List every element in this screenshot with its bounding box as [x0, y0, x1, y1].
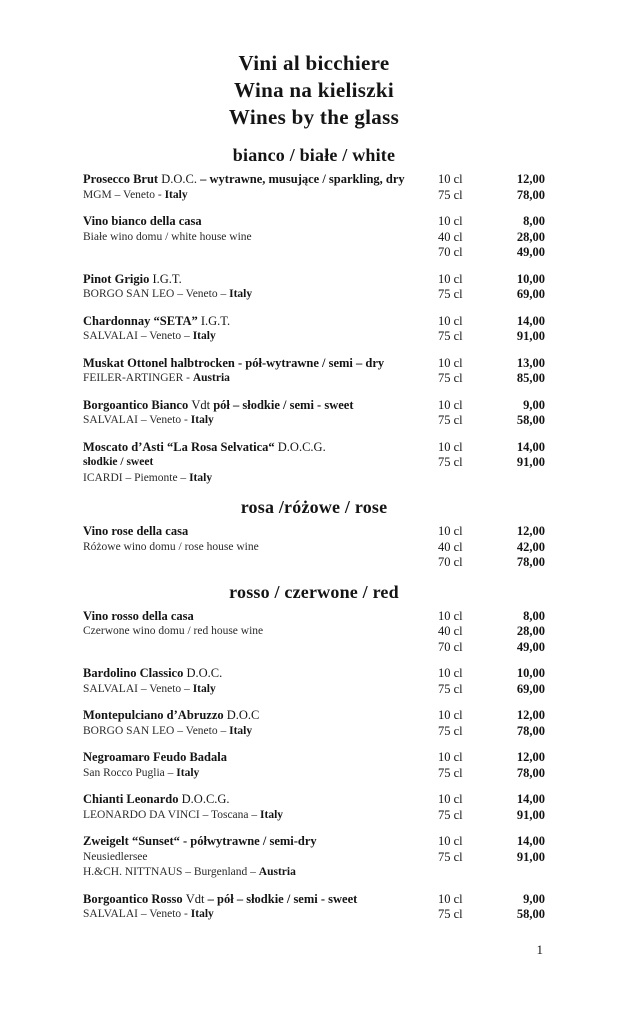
serving-size: 10 cl [438, 792, 463, 806]
serving-list [438, 666, 545, 697]
wine-subline-text: Italy [164, 188, 188, 201]
serving-size: 75 cl [438, 287, 463, 301]
wine-entry [83, 708, 545, 739]
wine-subline-text: LEONARDO DA VINCI – Toscana – [83, 808, 261, 821]
serving-row [438, 682, 545, 698]
serving-price: 10,00 [516, 271, 545, 286]
wine-info [83, 666, 438, 697]
serving-size: 75 cl [438, 807, 463, 822]
wine-entry [83, 609, 545, 656]
serving-row [438, 808, 545, 824]
serving-row [438, 188, 545, 204]
wine-title-text: Pinot Grigio [83, 271, 150, 286]
wine-subline [83, 766, 432, 782]
serving-row [438, 850, 545, 866]
wine-subline-text: FEILER-ARTINGER - [83, 372, 193, 384]
serving-size: 10 cl [438, 750, 463, 764]
menu-title-polish: Wina na kieliszki [234, 78, 394, 102]
serving-row [438, 524, 545, 540]
serving-size: 10 cl [438, 271, 463, 286]
wine-title [83, 834, 432, 850]
serving-list [438, 892, 545, 923]
serving-size: 40 cl [438, 624, 463, 638]
wine-subline-text: Różowe wino domu / rose house wine [83, 540, 259, 553]
serving-list [438, 834, 545, 865]
serving-price: 85,00 [516, 371, 545, 385]
wine-subline-text: Italy [190, 908, 214, 920]
wine-subline-text: Italy [192, 330, 216, 342]
wine-title-text: – pół – słodkie / semi - sweet [207, 891, 358, 906]
serving-size: 75 cl [438, 849, 463, 864]
wine-section [83, 582, 545, 923]
wine-title-text: Prosecco Brut [83, 172, 159, 186]
serving-row [438, 455, 545, 471]
serving-row [438, 766, 545, 782]
wine-title [83, 356, 432, 372]
wine-title-text: Vino bianco della casa [83, 214, 202, 228]
serving-price: 12,00 [516, 708, 545, 722]
wine-subline-text: Austria [258, 866, 296, 878]
serving-price: 8,00 [523, 608, 545, 623]
wine-info [83, 172, 438, 203]
serving-size: 40 cl [438, 229, 463, 244]
serving-price: 8,00 [523, 214, 545, 228]
wine-subline-text: Italy [189, 471, 213, 484]
wine-title [83, 398, 432, 414]
serving-size: 75 cl [438, 187, 463, 202]
wine-subline [83, 455, 432, 471]
serving-size: 10 cl [438, 834, 463, 848]
serving-size: 10 cl [438, 608, 463, 623]
wine-subline-text: Białe wino domu / white house wine [83, 230, 252, 243]
serving-list [438, 398, 545, 429]
serving-list [438, 750, 545, 781]
wine-title [83, 440, 432, 456]
wine-entry [83, 792, 545, 823]
wine-title [83, 214, 432, 230]
wine-subline [83, 329, 432, 345]
serving-row [438, 371, 545, 387]
serving-list [438, 440, 545, 471]
wine-subline-text: Italy [260, 808, 284, 821]
serving-row [438, 230, 545, 246]
serving-size: 40 cl [438, 539, 463, 554]
wine-subline [83, 808, 432, 824]
wine-title [83, 750, 432, 766]
serving-list [438, 272, 545, 303]
serving-price: 58,00 [516, 413, 545, 427]
serving-price: 42,00 [516, 539, 545, 554]
wine-subline-text: BORGO SAN LEO – Veneto – [83, 724, 230, 737]
wine-entry [83, 524, 545, 571]
serving-price: 14,00 [516, 439, 545, 454]
wine-title-text: Bardolino Classico [83, 666, 184, 680]
wine-entry [83, 834, 545, 881]
wine-info [83, 750, 438, 781]
serving-price: 14,00 [516, 313, 545, 328]
wine-subline-text: San Rocco Puglia – [83, 766, 177, 779]
serving-row [438, 609, 545, 625]
serving-row [438, 640, 545, 656]
serving-row [438, 356, 545, 372]
serving-size: 70 cl [438, 245, 463, 259]
serving-row [438, 708, 545, 724]
serving-size: 75 cl [438, 413, 463, 427]
serving-size: 10 cl [438, 313, 463, 328]
wine-subline-text: ICARDI – Piemonte – [83, 471, 190, 484]
wine-title [83, 609, 432, 625]
menu-sections [83, 145, 545, 923]
serving-list [438, 314, 545, 345]
serving-price: 91,00 [516, 849, 545, 864]
wine-title-text: Vino rosso della casa [83, 608, 194, 623]
serving-price: 69,00 [516, 681, 545, 696]
serving-row [438, 172, 545, 188]
menu-title-english: Wines by the glass [228, 105, 400, 129]
serving-row [438, 724, 545, 740]
serving-row [438, 272, 545, 288]
wine-entry [83, 398, 545, 429]
wine-title-text: I.G.T. [197, 313, 231, 328]
wine-title-text: Montepulciano d’Abruzzo [83, 708, 224, 722]
wine-subline-text: SALVALAI – Veneto - [83, 414, 191, 426]
menu-title-italian: Vini al bicchiere [238, 51, 390, 75]
wine-title [83, 708, 432, 724]
wine-title-text: Moscato d’Asti “La Rosa Selvatica“ [83, 439, 275, 454]
serving-size: 75 cl [438, 723, 463, 738]
wine-title-text: Borgoantico Bianco [83, 397, 192, 412]
wine-subline-text: Italy [229, 288, 253, 300]
wine-subline-text: słodkie / sweet [83, 456, 154, 468]
wine-info [83, 834, 438, 881]
serving-size: 10 cl [438, 524, 463, 538]
wine-subline [83, 907, 432, 923]
serving-price: 12,00 [516, 524, 545, 538]
wine-subline [83, 682, 432, 698]
wine-title-text: Vdt [185, 891, 208, 906]
wine-title-text: D.O.C. [183, 666, 223, 680]
wine-title-text: D.O.C.G. [274, 439, 326, 454]
wine-title-text: pół – słodkie / semi - sweet [213, 397, 354, 412]
wine-info [83, 356, 438, 387]
serving-price: 14,00 [516, 792, 545, 806]
serving-list [438, 524, 545, 571]
serving-row [438, 398, 545, 414]
wine-subline-text: SALVALAI – Veneto – [83, 682, 193, 695]
wine-title [83, 524, 432, 540]
serving-size: 75 cl [438, 681, 463, 696]
wine-title-text: Vino rose della casa [83, 524, 189, 538]
serving-size: 70 cl [438, 639, 463, 654]
wine-info [83, 440, 438, 487]
wine-subline [83, 287, 432, 303]
wine-title-text: Muskat Ottonel halbtrocken - pół-wytrawne / semi – dry [83, 355, 385, 370]
serving-price: 10,00 [516, 666, 545, 680]
serving-row [438, 834, 545, 850]
wine-section [83, 145, 545, 486]
wine-title [83, 666, 432, 682]
serving-price: 78,00 [516, 723, 545, 738]
wine-section [83, 497, 545, 571]
serving-size: 70 cl [438, 555, 463, 569]
wine-info [83, 314, 438, 345]
serving-list [438, 792, 545, 823]
serving-size: 10 cl [438, 172, 463, 186]
serving-size: 75 cl [438, 765, 463, 780]
section-heading: bianco / białe / white [232, 145, 396, 165]
section-heading: rosa /różowe / rose [240, 497, 388, 517]
serving-row [438, 792, 545, 808]
serving-price: 91,00 [516, 807, 545, 822]
menu-title-block [83, 50, 545, 131]
wine-subline-text: Czerwone wino domu / red house wine [83, 625, 264, 637]
wine-title [83, 272, 432, 288]
wine-entry [83, 892, 545, 923]
wine-info [83, 708, 438, 739]
serving-size: 10 cl [438, 439, 463, 454]
wine-info [83, 398, 438, 429]
wine-title [83, 314, 432, 330]
wine-title-text: – wytrawne, musujące / sparkling, dry [200, 172, 405, 186]
wine-info [83, 892, 438, 923]
wine-title-text: Zweigelt “Sunset“ - półwytrawne / semi-dry [83, 834, 317, 848]
serving-list [438, 172, 545, 203]
wine-subline-text: Italy [192, 682, 216, 695]
section-heading: rosso / czerwone / red [229, 581, 399, 602]
wine-subline [83, 724, 432, 740]
serving-size: 75 cl [438, 371, 463, 385]
serving-size: 10 cl [438, 666, 463, 680]
serving-row [438, 413, 545, 429]
wine-subline [83, 230, 432, 246]
serving-row [438, 666, 545, 682]
wine-info [83, 272, 438, 303]
serving-price: 49,00 [516, 639, 545, 654]
wine-title-text: D.O.C.G. [178, 792, 230, 806]
serving-price: 12,00 [516, 750, 545, 764]
serving-list [438, 214, 545, 261]
serving-size: 10 cl [438, 355, 463, 370]
serving-row [438, 624, 545, 640]
wine-entry [83, 172, 545, 203]
wine-subline [83, 471, 432, 487]
wine-subline [83, 624, 432, 640]
wine-info [83, 792, 438, 823]
wine-subline-text: Italy [176, 766, 200, 779]
serving-price: 58,00 [516, 907, 545, 921]
serving-price: 78,00 [516, 765, 545, 780]
serving-row [438, 314, 545, 330]
wine-title [83, 792, 432, 808]
serving-row [438, 440, 545, 456]
wine-title-text: I.G.T. [149, 271, 182, 286]
wine-title-text: Borgoantico Rosso [83, 891, 186, 906]
serving-row [438, 892, 545, 908]
wine-title-text: D.O.C [223, 708, 260, 722]
serving-size: 10 cl [438, 891, 463, 906]
wine-subline [83, 850, 432, 866]
wine-subline-text: SALVALAI – Veneto – [83, 330, 193, 342]
serving-price: 49,00 [516, 245, 545, 259]
serving-price: 28,00 [516, 624, 545, 638]
wine-subline-text: Neusiedlersee [83, 850, 148, 863]
serving-list [438, 609, 545, 656]
wine-subline-text: SALVALAI – Veneto - [83, 908, 191, 920]
serving-price: 78,00 [516, 555, 545, 569]
wine-title-text: Chardonnay “SETA” [83, 313, 198, 328]
wine-entry [83, 666, 545, 697]
wine-title-text: D.O.C. [158, 172, 201, 186]
wine-info [83, 524, 438, 555]
serving-row [438, 329, 545, 345]
wine-entry [83, 214, 545, 261]
serving-list [438, 356, 545, 387]
serving-price: 9,00 [523, 891, 545, 906]
serving-row [438, 907, 545, 923]
serving-size: 75 cl [438, 329, 463, 343]
wine-entry [83, 314, 545, 345]
serving-price: 91,00 [516, 455, 545, 469]
wine-subline-text: Italy [190, 414, 214, 426]
serving-size: 75 cl [438, 907, 463, 921]
serving-price: 12,00 [516, 172, 545, 186]
wine-subline [83, 865, 432, 881]
wine-subline [83, 540, 432, 556]
wine-title-text: Vdt [191, 397, 214, 412]
wine-title [83, 172, 432, 188]
serving-size: 10 cl [438, 708, 463, 722]
wine-subline-text: Austria [192, 372, 230, 384]
serving-row [438, 245, 545, 261]
serving-row [438, 214, 545, 230]
wine-subline-text: Italy [229, 724, 253, 737]
wine-subline-text: BORGO SAN LEO – Veneto – [83, 288, 230, 300]
wine-entry [83, 272, 545, 303]
serving-row [438, 555, 545, 571]
wine-info [83, 214, 438, 245]
serving-size: 75 cl [438, 455, 463, 469]
wine-entry [83, 356, 545, 387]
serving-price: 9,00 [523, 397, 545, 412]
serving-price: 69,00 [516, 287, 545, 301]
wine-subline [83, 188, 432, 204]
wine-title-text: Chianti Leonardo [83, 792, 179, 806]
wine-subline [83, 371, 432, 387]
serving-price: 28,00 [516, 229, 545, 244]
serving-price: 78,00 [516, 187, 545, 202]
wine-subline-text: H.&CH. NITTNAUS – Burgenland – [83, 866, 259, 878]
wine-subline-text: MGM – Veneto - [83, 188, 165, 201]
serving-row [438, 540, 545, 556]
serving-price: 91,00 [516, 329, 545, 343]
wine-entry [83, 750, 545, 781]
wine-subline [83, 413, 432, 429]
wine-title [83, 892, 432, 908]
serving-row [438, 750, 545, 766]
serving-price: 13,00 [516, 355, 545, 370]
serving-list [438, 708, 545, 739]
serving-size: 10 cl [438, 397, 463, 412]
wine-info [83, 609, 438, 640]
serving-row [438, 287, 545, 303]
page-number: 1 [536, 942, 543, 957]
serving-size: 10 cl [438, 214, 463, 228]
serving-price: 14,00 [516, 834, 545, 848]
wine-entry [83, 440, 545, 487]
wine-title-text: Negroamaro Feudo Badala [83, 750, 227, 764]
